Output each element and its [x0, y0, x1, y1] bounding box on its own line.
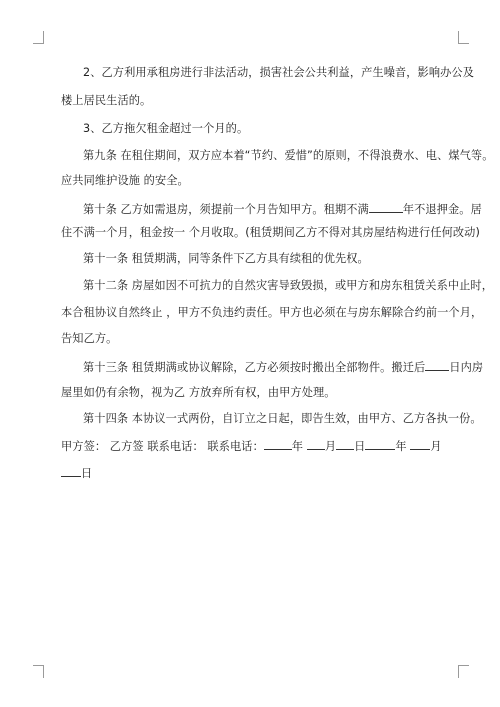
fill-in-blank[interactable]	[264, 438, 292, 450]
signature-line	[61, 465, 92, 481]
date-label: 日	[81, 467, 93, 480]
clause-text: 住不满一个月，租金按一 个月收取。(租赁期间乙方不得对其房屋结构进行任何改动)	[61, 226, 480, 239]
signature-line	[61, 438, 442, 454]
crop-mark-bottom-right	[458, 665, 469, 678]
fill-in-blank[interactable]	[61, 465, 81, 477]
clause-text: 第十一条 租赁期满，同等条件下乙方具有续租的优先权。	[83, 252, 369, 265]
clause-text: 楼上居民生活的。	[61, 94, 152, 107]
clause-text: 第十四条 本协议一式两份，自订立之日起，即告生效，由甲方、乙方各执一份。	[83, 412, 482, 425]
clause-line	[61, 412, 482, 426]
clause-text: 日内房	[449, 361, 484, 374]
date-label: 月	[324, 440, 337, 453]
clause-line	[61, 174, 189, 188]
clause-line	[61, 252, 369, 266]
date-label: 日	[354, 440, 366, 453]
clause-text: 第十二条 房屋如因不可抗力的自然灾害导致毁损，或甲方和房东租赁关系中止时，	[83, 279, 494, 292]
signature-text: 甲方签： 乙方签 联系电话： 联系电话：	[61, 440, 264, 453]
clause-text: 第十条 乙方如需退房，须提前一个月告知甲方。租期不满	[83, 203, 369, 216]
clause-line	[61, 306, 482, 320]
fill-in-blank[interactable]	[336, 438, 354, 450]
date-label: 年	[395, 440, 407, 453]
clause-line	[61, 226, 480, 240]
clause-line	[61, 66, 474, 80]
crop-mark-top-left	[33, 31, 44, 44]
crop-mark-bottom-left	[33, 665, 44, 678]
clause-line	[61, 386, 336, 400]
clause-text: 第九条 在租住期间，双方应本着“节约、爱惜”的原则，不得浪费水、电、煤气等。	[83, 149, 494, 162]
clause-text: 应共同维护设施 的安全。	[61, 174, 189, 187]
fill-in-blank[interactable]	[365, 438, 395, 450]
clause-line	[61, 332, 117, 346]
clause-line	[61, 279, 493, 293]
clause-text: 年不退押金。居	[402, 203, 482, 216]
crop-mark-top-right	[458, 31, 469, 44]
fill-in-blank[interactable]	[425, 359, 449, 371]
clause-text: 第十三条 租赁期满或协议解除，乙方必须按时搬出全部物件。搬迁后	[83, 361, 426, 374]
fill-in-blank[interactable]	[307, 438, 325, 450]
date-label: 月	[430, 440, 442, 453]
clause-line	[61, 149, 494, 163]
date-label: 年	[291, 440, 304, 453]
fill-in-blank[interactable]	[369, 201, 403, 213]
fill-in-blank[interactable]	[410, 438, 430, 450]
clause-text: 3、乙方拖欠租金超过一个月的。	[83, 122, 249, 135]
clause-text: 告知乙方。	[61, 332, 118, 345]
clause-line	[61, 94, 151, 108]
clause-text: 屋里如仍有余物，视为乙 方放弃所有权，由甲方处理。	[61, 386, 336, 399]
clause-text: 本合租协议自然终止 ，甲方不负违约责任。甲方也必须在与房东解除合约前一个月，	[61, 306, 483, 319]
clause-line	[61, 359, 483, 375]
clause-line	[61, 201, 482, 217]
clause-text: 2、乙方利用承租房进行非法活动，损害社会公共利益，产生噪音，影响办公及	[83, 66, 474, 79]
clause-line	[61, 122, 248, 136]
